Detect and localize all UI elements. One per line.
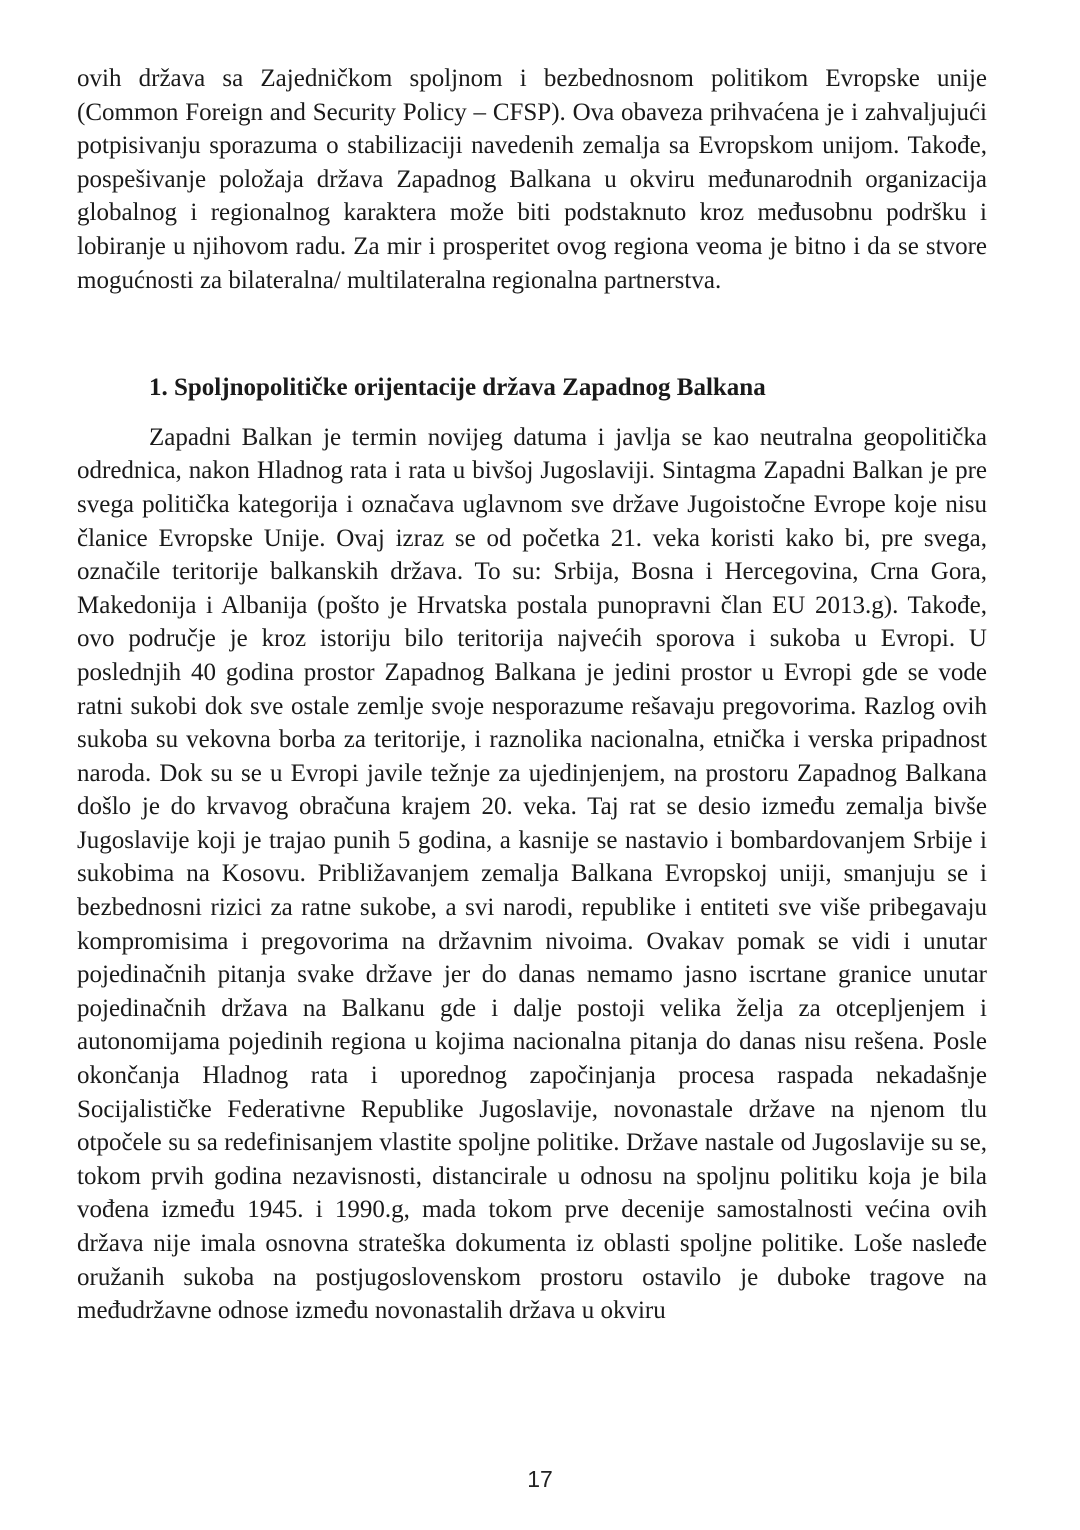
page-number: 17 bbox=[527, 1466, 553, 1492]
paragraph-main: Zapadni Balkan je termin novijeg datuma i javlja se kao neutralna geopolitička odrednica, nakon Hladnog rata i rata u bivšoj Jugoslaviji. Sintagma Zapadni Balkan je pre svega politička kategorija i označava uglavnom sve države Jugoistočne Evrope koje nisu članice Evropske Unije. Ovaj izraz se od početka 21. veka koristi kako bi, pre svega, označile teritorije balkanskih država. To su: Srbija, Bosna i Hercegovina, Crna Gora, Makedonija i Albanija (pošto je Hrvatska postala punopravni član EU 2013.g). Takođe, ovo područje je kroz istoriju bilo teritorija najvećih sporova i sukoba u Evropi. U poslednjih 40 godina prostor Zapadnog Balkana je jedini prostor u Evropi gde se vode ratni sukobi dok sve ostale zemlje svoje nesporazume rešavaju pregovorima. Razlog ovih sukoba su vekovna borba za teritorije, i raznolika nacionalna, etnička i verska pripadnost naroda. Dok su se u Evropi javile težnje za ujedinjenjem, na prostoru Zapadnog Balkana došlo je do krvavog obračuna krajem 20. veka. Taj rat se desio između zemalja bivše Jugoslavije koji je trajao punih 5 godina, a kasnije se nastavio i bombardovanjem Srbije i sukobima na Kosovu. Približavanjem zemalja Balkana Evropskoj uniji, smanjuju se i bezbednosni rizici za ratne sukobe, a svi narodi, republike i entiteti sve više pribegavaju kompromisima i pregovorima na državnim nivoima. Ovakav pomak se vidi i unutar pojedinačnih pitanja svake države jer do danas nemamo jasno iscrtane granice unutar pojedinačnih država na Balkanu gde i dalje postoji velika želja za otcepljenjem i autonomijama pojedinih regiona u kojima nacionalna pitanja do danas nisu rešena. Posle okončanja Hladnog rata i uporednog započinjanja procesa raspada nekadašnje Socijalističke Federativne Republike Jugoslavije, novonastale države na njenom tlu otpočele su sa redefinisanjem vlastite spoljne politike. Države nastale od Jugoslavije su se, tokom prvih godina nezavisnosti, distancirale u odnosu na spoljnu politiku koja je bila vođena između 1945. i 1990.g, mada tokom prve decenije samostalnosti većina ovih država nije imala osnovna strateška dokumenta iz oblasti spoljne politike. Loše nasleđe oružanih sukoba na postjugoslovenskom prostoru ostavilo je duboke tragove na međudržavne odnose između novonastalih država u okviru bbox=[77, 423, 987, 1325]
section-heading: 1. Spoljnopolitičke orijentacije država Zapadnog Balkana bbox=[149, 374, 766, 402]
heading-spacer bbox=[77, 405, 987, 421]
section-spacer bbox=[77, 297, 987, 371]
paragraph-continuation: ovih država sa Zajedničkom spoljnom i bezbednosnom politikom Evropske unije (Common Foreign and Security Policy – CFSP). Ova obaveza prihvaćena je i zahvaljujući potpisivanju sporazuma o stabilizaciji navedenih zemalja sa Evropskom unijom. Takođe, pospešivanje položaja država Zapadnog Balkana u okviru međunarodnih organizacija globalnog i regionalnog karaktera može biti podstaknuto kroz međusobnu podršku i lobiranje u njihovom radu. Za mir i prosperitet ovog regiona veoma je bitno i da se stvore mogućnosti za bilateralna/ multilateralna regionalna partnerstva. bbox=[77, 65, 987, 294]
page-body bbox=[77, 62, 987, 1328]
